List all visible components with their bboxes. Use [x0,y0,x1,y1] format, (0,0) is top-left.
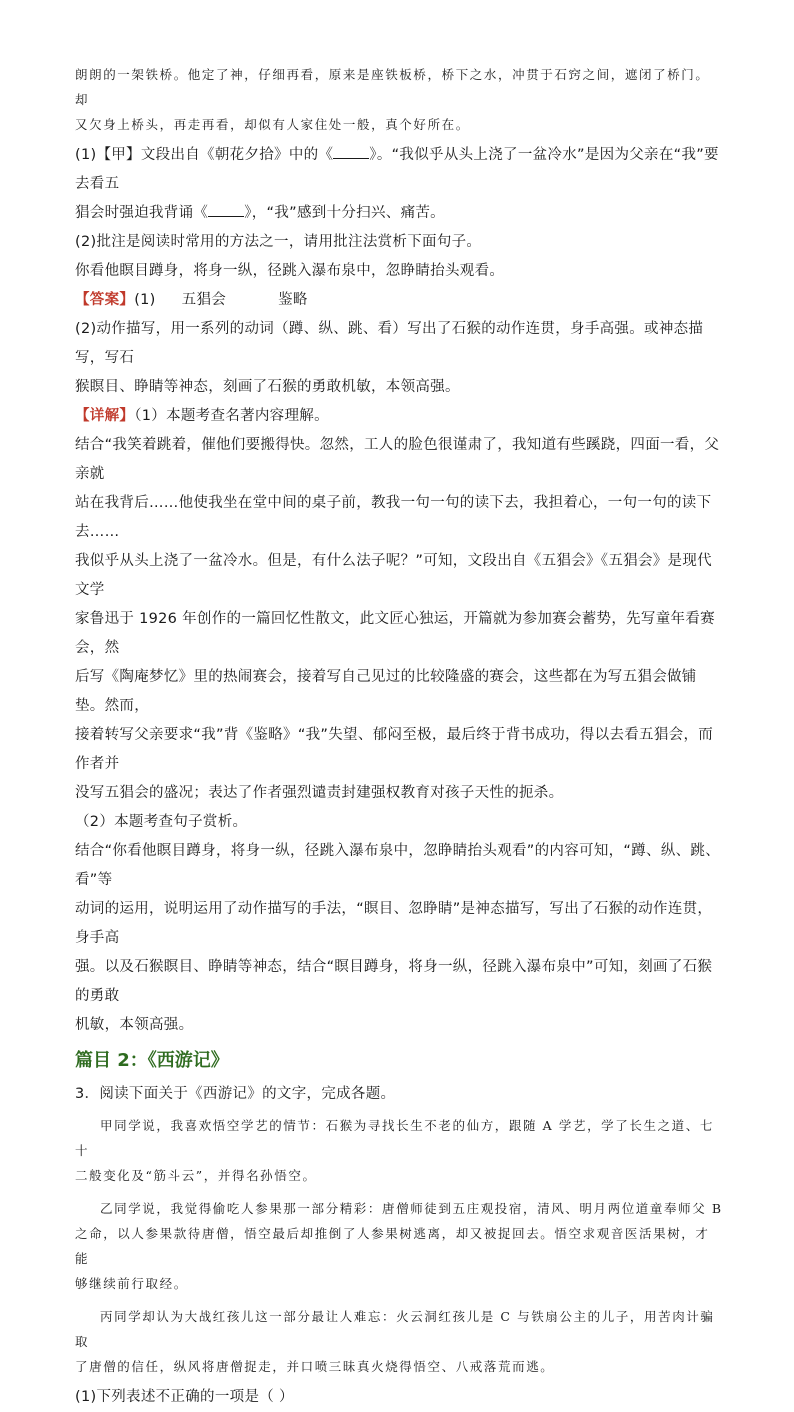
detail-line: 后写《陶庵梦忆》里的热闹赛会，接着写自己见过的比较隆盛的赛会，这些都在为写五猖会做铺垫。然而， [75,669,697,714]
passage-yi: 之命，以人参果款待唐僧，悟空最后却推倒了人参果树逃离，却又被捉回去。悟空求观音医活果树，才能 [75,1226,710,1266]
passage-jia: 二般变化及“筋斗云”，并得名孙悟空。 [75,1168,317,1183]
answer-blank [208,204,244,217]
detail-line: 强。以及石猴瞑目、睁睛等神态，结合“瞑目蹲身，将身一纵，径跳入瀑布泉中”可知，刻画了石猴的勇敢 [75,959,713,1004]
detail-line: 机敏，本领高强。 [75,1017,194,1033]
question-3 [75,1080,723,1109]
answer-line: (2)动作描写，用一系列的动词（蹲、纵、跳、看）写出了石猴的动作连贯，身手高强。或神态描写，写石 [75,321,704,366]
detail-line: 动词的运用，说明运用了动作描写的手法，“瞑目、忽睁睛”是神态描写，写出了石猴的动作连贯，身手高 [75,901,713,946]
detail-line: 我似乎从头上浇了一盆冷水。但是，有什么法子呢？”可知，文段出自《五猖会》《五猖会》是现代文学 [75,553,712,598]
passage-line: 朗朗的一架铁桥。他定了神，仔细再看，原来是座铁板桥，桥下之水，冲贯于石窍之间，遮闭了桥门。却 [75,67,710,107]
passage-jia: 甲同学说，我喜欢悟空学艺的情节：石猴为寻找长生不老的仙方，跟随 A 学艺，学了长生之道、七十 [75,1118,714,1158]
detail-line: 结合“我笑着跳着，催他们要搬得快。忽然，工人的脸色很谨肃了，我知道有些蹊跷，四面一看，父亲就 [75,437,720,482]
detail-line: 没写五猖会的盛况；表达了作者强烈谴责封建强权教育对孩子天性的扼杀。 [75,785,564,801]
passage-excerpt [75,62,723,137]
detail-line: 站在我背后……他使我坐在堂中间的桌子前，教我一句一句的读下去，我担着心，一句一句的读下去…… [75,495,712,540]
question-2-sentence: 你看他瞑目蹲身，将身一纵，径跳入瀑布泉中，忽睁睛抬头观看。 [75,263,505,279]
question-1-text: (1)【甲】文段出自《朝花夕拾》中的《 》。“我似乎从头上浇了一盆冷水”是因为父亲在“我”要去看五 [75,147,719,192]
question-3-stem: 3．阅读下面关于《西游记》的文字，完成各题。 [75,1086,396,1102]
detail-intro: 【详解】（1）本题考查名著内容理解。 [75,408,329,424]
question-3-sub-1: (1)下列表述不正确的一项是（ ） [75,1389,294,1405]
detail-line: 家鲁迅于 1926 年创作的一篇回忆性散文，此文匠心独运，开篇就为参加赛会蓄势，先写童年看赛会，然 [75,611,715,656]
detail-intro-2: （2）本题考查句子赏析。 [75,814,248,830]
answer-blank [333,146,369,159]
question-2-text: (2)批注是阅读时常用的方法之一，请用批注法赏析下面句子。 [75,234,482,250]
answer-line: 猴瞑目、睁睛等神态，刻画了石猴的勇敢机敏，本领高强。 [75,379,460,395]
answer-label: 【答案】 [75,292,135,308]
passage-yi: 乙同学说，我觉得偷吃人参果那一部分精彩：唐僧师徒到五庄观投宿，清风、明月两位道童奉师父 B [100,1201,723,1216]
question-2 [75,228,723,286]
section-heading: 篇目 2：《西游记》 [75,1050,229,1071]
question-1-text: 猖会时强迫我背诵《 》，“我”感到十分扫兴、痛苦。 [75,205,445,221]
question-3-passages [75,1113,723,1379]
passage-bing: 丙同学却认为大战红孩儿这一部分最让人难忘：火云洞红孩儿是 C 与铁扇公主的儿子，用苦肉计骗取 [75,1309,715,1349]
detail-line: 接着转写父亲要求“我”背《鉴略》“我”失望、郁闷至极，最后终于背书成功，得以去看五猖会，而作者并 [75,727,714,772]
detail-label: 【详解】 [75,408,135,424]
passage-line: 又欠身上桥头，再走再看，却似有人家住处一般，真个好所在。 [75,117,470,132]
answer-block [75,286,723,402]
document-content [75,62,723,1412]
answer-line: 【答案】(1) 五猖会 鉴略 [75,292,308,308]
question-3-sub [75,1383,723,1412]
detail-block [75,402,723,1040]
passage-bing: 了唐僧的信任，纵风将唐僧捉走，并口喷三昧真火烧得悟空、八戒落荒而逃。 [75,1359,555,1374]
detail-line: 结合“你看他瞑目蹲身，将身一纵，径跳入瀑布泉中，忽睁睛抬头观看”的内容可知，“蹲、纵、跳、看”等 [75,843,721,888]
passage-yi: 够继续前行取经。 [75,1276,188,1291]
question-1 [75,141,723,228]
